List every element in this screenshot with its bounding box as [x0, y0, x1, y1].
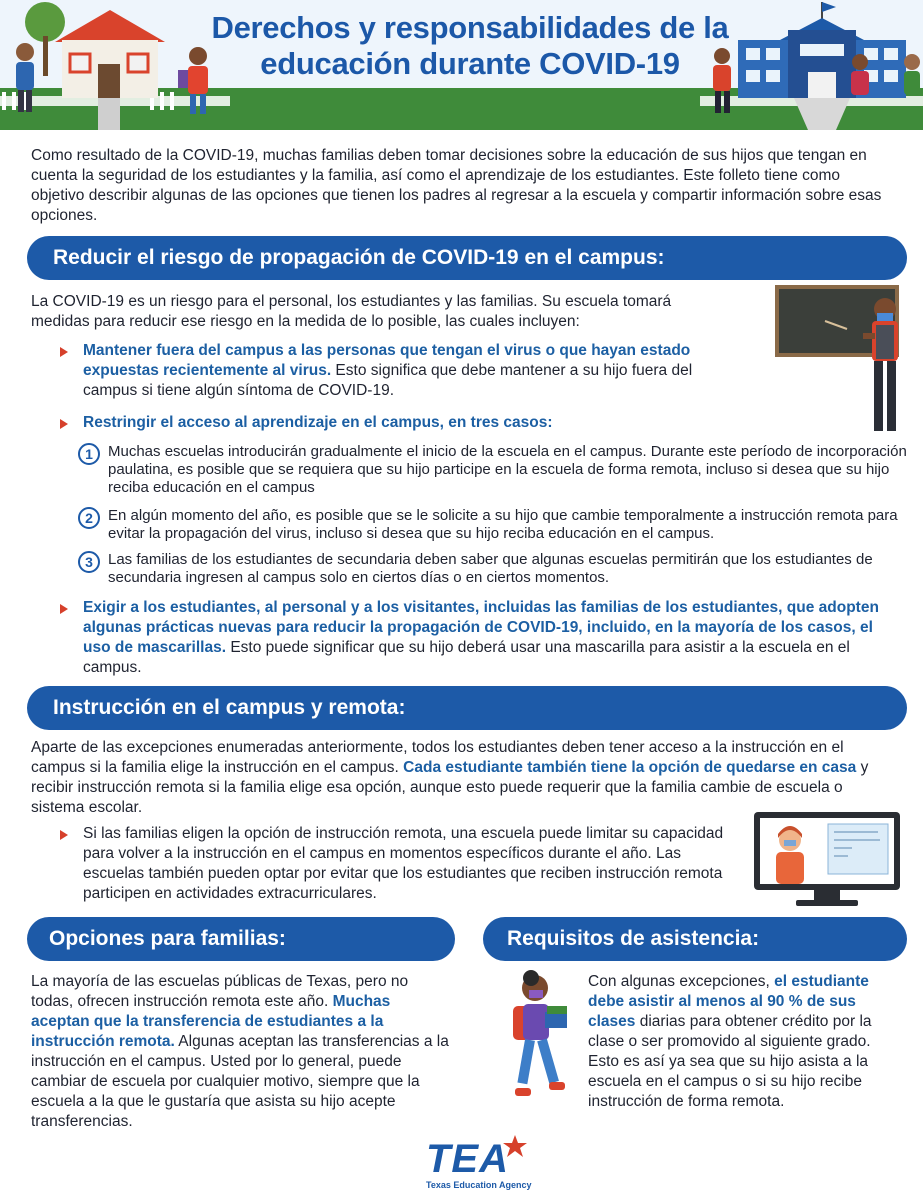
section-heading-attendance [483, 917, 907, 961]
teacher-illustration [775, 285, 910, 440]
risk-bullet-3-text: Esto puede significar que su hijo deberá usar una mascarilla para asistir a la escuela en el campus. [83, 639, 850, 676]
case-3-number-icon: 3 [78, 551, 100, 573]
attendance-text-a: Con algunas excepciones, [588, 973, 775, 990]
section-heading-instruction [27, 686, 907, 730]
instruction-text-b: y recibir instrucción remota si la familia elige esa opción, aunque esto puede requerir que la familia cambie de escuela o sistema escolar. [31, 759, 869, 816]
case-2-number-icon: 2 [78, 507, 100, 529]
attendance-text-b: diarias para obtener crédito por la clase o ser promovido al siguiente grado. Esto es así ya sea que su hijo asista a la escuela en el campus o si su hijo recibe instrucción de forma remota. [588, 1013, 872, 1110]
tea-agency-name: Texas Education Agency [426, 1180, 532, 1190]
instruction-text-a: Aparte de las excepciones enumeradas anteriormente, todos los estudiantes deben tener acceso a la instrucción en el campus si la familia elige la instrucción en el campus. [31, 739, 844, 776]
attendance-paragraph [588, 972, 904, 1112]
risk-bullet-2-bold: Restringir el acceso al aprendizaje en el campus, en tres casos: [83, 414, 553, 431]
case-1-number-icon: 1 [78, 443, 100, 465]
bullet-arrow-icon [60, 347, 68, 357]
attendance-text-bold: el estudiante debe asistir al menos al 90 % de sus clases [588, 973, 869, 1030]
options-text-bold: Muchas aceptan que la transferencia de estudiantes a la instrucción remota. [31, 993, 391, 1050]
risk-bullet-1-bold: Mantener fuera del campus a las personas que tengan el virus o que hayan estado expuestas recientemente al virus. [83, 342, 691, 379]
page-title [190, 10, 750, 82]
options-text-a: La mayoría de las escuelas públicas de Texas, pero no todas, ofrecen instrucción remota este año. [31, 973, 409, 1010]
instruction-paragraph [31, 738, 893, 818]
tea-logo-text: TEA [426, 1137, 509, 1181]
bullet-arrow-icon [60, 604, 68, 614]
options-paragraph [31, 972, 451, 1132]
title-line-1: Derechos y responsabilidades de la [211, 10, 729, 45]
section-heading-attendance-label: Requisitos de asistencia: [507, 927, 760, 950]
instruction-bullet: Si las familias eligen la opción de instrucción remota, una escuela puede limitar su capacidad para volver a la instrucción en el campus en momentos específicos durante el año. Las escuelas también pueden optar por evitar que los estudiantes que reciben instrucción remota participen en actividades extracurriculares. [83, 825, 724, 902]
section-heading-instruction-label: Instrucción en el campus y remota: [53, 696, 406, 719]
instruction-text-bold: Cada estudiante también tiene la opción de quedarse en casa [403, 759, 857, 776]
student-illustration [495, 970, 580, 1110]
bullet-arrow-icon [60, 830, 68, 840]
risk-bullet-3-bold: Exigir a los estudiantes, al personal y a los visitantes, incluidas las familias de los estudiantes, que adopten algunas prácticas nuevas para reducir la propagación de COVID-19, incluido, en la mayoría de los casos, el uso de mascarillas. [83, 599, 879, 656]
title-line-2: educación durante COVID-19 [260, 46, 680, 81]
section-heading-options [27, 917, 455, 961]
section-heading-options-label: Opciones para familias: [49, 927, 286, 950]
section-heading-risk-label: Reducir el riesgo de propagación de COVID-19 en el campus: [53, 246, 665, 269]
risk-bullet-2 [83, 413, 783, 433]
risk-bullet-3 [83, 598, 893, 678]
case-3-text: Las familias de los estudiantes de secundaria deben saber que algunas escuelas permitirán que los estudiantes de secundaria ingresen al campus solo en ciertos días o en ciertos momentos. [108, 551, 873, 586]
risk-intro: La COVID-19 es un riesgo para el personal, los estudiantes y las familias. Su escuela tomará medidas para reducir ese riesgo en la medida de lo posible, las cuales incluyen: [31, 293, 672, 330]
remote-class-monitor-illustration [752, 810, 902, 910]
options-text-b: Algunas aceptan las transferencias a la instrucción en el campus. Usted por lo general, puede cambiar de escuela por cualquier motivo, siempre que la escuela a la que le gustaría que asista su hijo acepte transferencias. [31, 1033, 449, 1130]
intro-paragraph: Como resultado de la COVID-19, muchas familias deben tomar decisiones sobre la educación de sus hijos que tengan en cuenta la seguridad de los estudiantes y la familia, así como el aprendizaje de los estudiantes. Este folleto tiene como objetivo describir algunas de las opciones que tienen los padres al regresar a la escuela y compartir información sobre esas opciones. [31, 147, 882, 224]
section-heading-risk [27, 236, 907, 280]
case-2-text: En algún momento del año, es posible que se le solicite a su hijo que cambie temporalmente a instrucción remota para evitar la propagación del virus, incluso si desea que su hijo reciba educación en el campus. [108, 507, 898, 542]
case-1-text: Muchas escuelas introducirán gradualmente el inicio de la escuela en el campus. Durante este período de incorporación paulatina, es posible que se requiera que su hijo participe en la escuela de forma remota, incluso si desea que su hijo reciba educación en el campus [108, 443, 907, 496]
risk-bullet-1-text: Esto significa que debe mantener a su hijo fuera del campus si tiene algún síntoma de COVID-19. [83, 362, 693, 399]
risk-bullet-1 [83, 341, 743, 401]
bullet-arrow-icon [60, 419, 68, 429]
tea-logo [420, 1136, 540, 1196]
